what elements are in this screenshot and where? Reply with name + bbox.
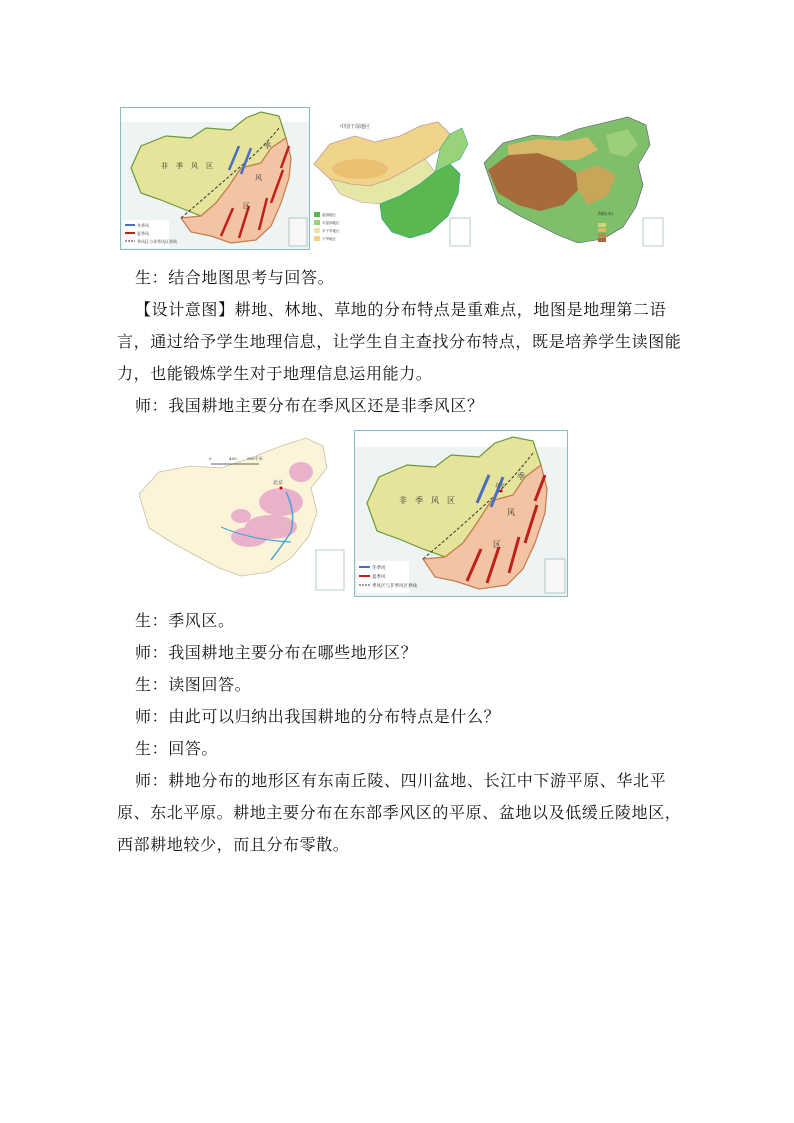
- farmland-map-svg: [131, 432, 349, 594]
- paragraph-student-answer-4: 生：回答。: [135, 739, 219, 758]
- map-label-6: 区: [493, 540, 501, 549]
- dry-wet-map-svg: [310, 114, 473, 248]
- scale-2: 900千米: [247, 456, 263, 461]
- map-title: 中国干湿地区: [340, 124, 371, 130]
- monsoon-map-svg: [121, 108, 309, 249]
- paragraph-teacher-question-2: 师：我国耕地主要分布在哪些地形区？: [135, 643, 418, 662]
- legend-item-1: 半湿润地区: [322, 221, 340, 225]
- paragraph-student-answer-3: 生：读图回答。: [135, 675, 252, 694]
- scale-0: 0: [209, 456, 212, 461]
- map-label-3: 区: [206, 162, 213, 170]
- map-label-4: 季: [264, 142, 271, 150]
- legend-item-2: 季风区与非季风区界线: [372, 584, 417, 589]
- topography-map-figure: [478, 115, 666, 248]
- map-label-5: 风: [255, 174, 262, 182]
- map-label-5: 风: [507, 508, 515, 517]
- legend-item-0: 湿润地区: [322, 213, 336, 217]
- paragraph-teacher-question-1: 师：我国耕地主要分布在季风区还是非季风区？: [135, 396, 484, 415]
- map-label-1: 季: [415, 496, 423, 505]
- map-label-2: 风: [431, 496, 439, 505]
- map-label-4: 季: [517, 472, 525, 481]
- dry-wet-map-figure: [310, 114, 473, 248]
- legend-item-2: 季风区与非季风区界线: [137, 239, 177, 244]
- legend-item-0: 冬季风: [137, 223, 149, 228]
- paragraph-student-answer-1: 生：结合地图思考与回答。: [135, 268, 335, 287]
- legend-item-1: 夏季风: [137, 231, 149, 236]
- map-label-1: 季: [176, 162, 183, 170]
- elevation-legend-title: 海拔(米): [598, 211, 614, 216]
- map-label-0: 非: [399, 496, 407, 505]
- legend-item-3: 干旱地区: [322, 237, 336, 241]
- monsoon-map-figure-2: [354, 430, 568, 597]
- monsoon-map-figure: [120, 107, 310, 250]
- farmland-map-figure: [131, 432, 349, 594]
- map-label-0: 非: [161, 162, 168, 170]
- legend-item-0: 冬季风: [372, 566, 386, 571]
- map-label-3: 区: [447, 496, 455, 505]
- city-label: 北京: [273, 480, 284, 486]
- paragraph-student-answer-2: 生：季风区。: [135, 611, 235, 630]
- paragraph-teacher-summary: 师：耕地分布的地形区有东南丘陵、四川盆地、长江中下游平原、华北平原、东北平原。耕地主要分布在东部季风区的平原、盆地以及低缓丘陵地区，西部耕地较少，而且分布零散。: [117, 771, 682, 854]
- scale-1: 450: [229, 456, 237, 461]
- paragraph-teacher-question-3: 师：由此可以归纳出我国耕地的分布特点是什么？: [135, 707, 501, 726]
- map-label-2: 风: [191, 162, 198, 170]
- city-label: 北京: [495, 483, 506, 489]
- legend-item-1: 夏季风: [372, 575, 386, 580]
- legend-item-2: 半干旱地区: [322, 229, 340, 233]
- map-label-6: 区: [243, 202, 250, 210]
- monsoon-map-svg-2: [355, 431, 567, 596]
- topography-map-svg: [478, 115, 666, 248]
- paragraph-design-intent: 【设计意图】耕地、林地、草地的分布特点是重难点，地图是地理第二语言，通过给予学生地理信息，让学生自主查找分布特点，既是培养学生读图能力，也能锻炼学生对于地理信息运用能力。: [117, 300, 682, 383]
